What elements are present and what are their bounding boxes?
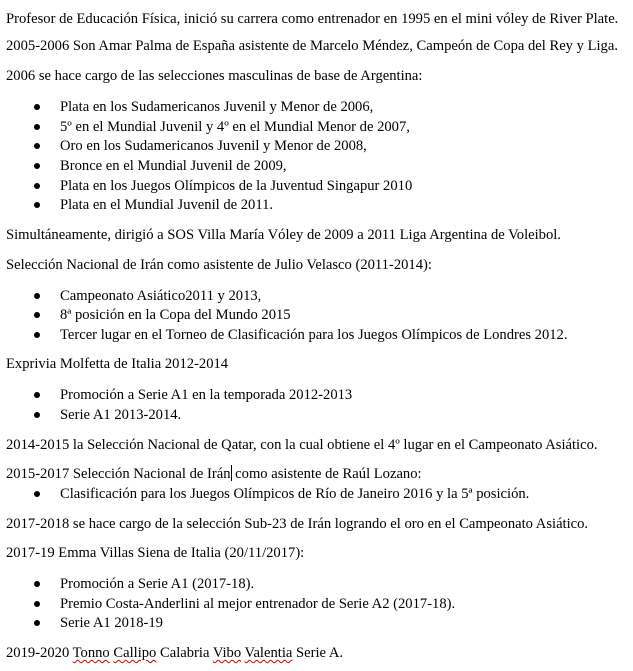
list-item: Campeonato Asiático2011 y 2013,	[60, 288, 262, 304]
bullet-icon	[34, 332, 40, 338]
list-item: Bronce en el Mundial Juvenil de 2009,	[60, 158, 287, 174]
bullet-icon	[34, 412, 40, 418]
list-item: Serie A1 2013-2014.	[60, 407, 182, 423]
misspelled-word: Tonno	[72, 645, 110, 661]
paragraph: 2005-2006 Son Amar Palma de España asistente de Marcelo Méndez, Campeón de Copa del Rey y Liga.	[6, 38, 618, 54]
paragraph: Selección Nacional de Irán como asistente de Julio Velasco (2011-2014):	[6, 257, 432, 273]
list-item: Clasificación para los Juegos Olímpicos de Río de Janeiro 2016 y la 5ª posición.	[60, 486, 530, 502]
list-item: Serie A1 2018-19	[60, 615, 163, 631]
paragraph: 2017-2018 se hace cargo de la selección Sub-23 de Irán logrando el oro en el Campeonato Asiático.	[6, 516, 589, 532]
bullet-icon	[34, 163, 40, 169]
bullet-icon	[34, 202, 40, 208]
list-item: Premio Costa-Anderlini al mejor entrenador de Serie A2 (2017-18).	[60, 596, 456, 612]
bullet-icon	[34, 601, 40, 607]
bullet-icon	[34, 491, 40, 497]
list-item: Plata en los Sudamericanos Juvenil y Menor de 2006,	[60, 99, 374, 115]
paragraph: Profesor de Educación Física, inició su carrera como entrenador en 1995 en el mini vóley de River Plate.	[6, 11, 619, 27]
paragraph: 2014-2015 la Selección Nacional de Qatar, con la cual obtiene el 4º lugar en el Campeonato Asiático.	[6, 437, 598, 453]
list-item: Plata en los Juegos Olímpicos de la Juventud Singapur 2010	[60, 178, 413, 194]
paragraph-text: como asistente de Raúl Lozano:	[231, 466, 422, 482]
paragraph-text: 2015-2017 Selección Nacional de Irán	[6, 466, 231, 482]
misspelled-word: Callipo	[113, 645, 157, 661]
bullet-icon	[34, 581, 40, 587]
list-item: Plata en el Mundial Juvenil de 2011.	[60, 197, 274, 213]
bullet-icon	[34, 143, 40, 149]
bullet-icon	[34, 312, 40, 318]
bullet-icon	[34, 620, 40, 626]
bullet-icon	[34, 183, 40, 189]
paragraph: 2017-19 Emma Villas Siena de Italia (20/11/2017):	[6, 545, 305, 561]
paragraph-text: 2019-2020	[6, 645, 73, 661]
bullet-icon	[34, 392, 40, 398]
paragraph: 2006 se hace cargo de las selecciones masculinas de base de Argentina:	[6, 68, 423, 84]
misspelled-word: Vibo	[212, 645, 242, 661]
list-item: Promoción a Serie A1 en la temporada 2012-2013	[60, 387, 353, 403]
bullet-icon	[34, 293, 40, 299]
list-item: Tercer lugar en el Torneo de Clasificación para los Juegos Olímpicos de Londres 2012.	[60, 327, 568, 343]
bullet-icon	[34, 104, 40, 110]
paragraph	[6, 464, 422, 484]
paragraph: Exprivia Molfetta de Italia 2012-2014	[6, 356, 229, 372]
misspelled-word: Valentia	[244, 645, 293, 661]
list-item: 8ª posición en la Copa del Mundo 2015	[60, 307, 291, 323]
paragraph	[6, 643, 343, 663]
bullet-icon	[34, 124, 40, 130]
list-item: Promoción a Serie A1 (2017-18).	[60, 576, 255, 592]
paragraph-text: Serie A.	[292, 645, 344, 661]
paragraph-text: Calabria	[156, 645, 213, 661]
paragraph: Simultáneamente, dirigió a SOS Villa María Vóley de 2009 a 2011 Liga Argentina de Voleibol.	[6, 227, 561, 243]
list-item: Oro en los Sudamericanos Juvenil y Menor de 2008,	[60, 138, 367, 154]
list-item: 5º en el Mundial Juvenil y 4º en el Mundial Menor de 2007,	[60, 119, 410, 135]
